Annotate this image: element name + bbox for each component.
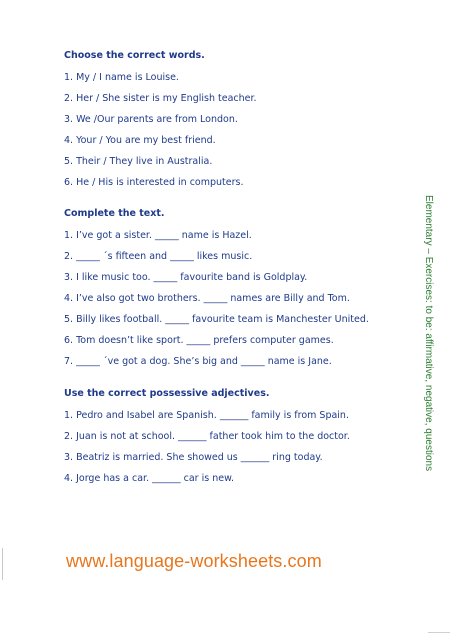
side-title: Elementary – Exercises: to be: affirmative, negative, questions [423,195,434,472]
section-heading: Choose the correct words. [64,50,205,61]
exercise-item: 4. Jorge has a car. ______ car is new. [64,473,234,484]
section-heading: Use the correct possessive adjectives. [64,388,270,399]
scan-corner-mark [428,632,450,633]
exercise-item: 5. Billy likes football. _____ favourite team is Manchester United. [64,314,369,325]
section-heading: Complete the text. [64,208,165,219]
exercise-item: 3. We /Our parents are from London. [64,114,238,125]
exercise-item: 1. I’ve got a sister. _____ name is Hazel. [64,230,252,241]
section-choose-words [64,50,404,189]
exercise-item: 5. Their / They live in Australia. [64,156,213,167]
section-possessive-adjectives [64,388,404,485]
scan-edge-mark [2,548,3,580]
worksheet-content [64,50,404,494]
exercise-item: 1. My / I name is Louise. [64,72,179,83]
exercise-item: 2. Her / She sister is my English teacher. [64,93,257,104]
exercise-item: 3. I like music too. _____ favourite band is Goldplay. [64,272,308,283]
exercise-item: 2. _____ ´s fifteen and _____ likes music. [64,251,253,262]
exercise-item: 2. Juan is not at school. ______ father took him to the doctor. [64,431,350,442]
exercise-item: 4. I’ve also got two brothers. _____ names are Billy and Tom. [64,293,350,304]
exercise-item: 6. He / His is interested in computers. [64,177,244,188]
exercise-item: 4. Your / You are my best friend. [64,135,216,146]
exercise-item: 3. Beatriz is married. She showed us ______ ring today. [64,452,323,463]
footer-url: www.language-worksheets.com [66,551,322,571]
exercise-item: 7. _____ ´ve got a dog. She’s big and _____ name is Jane. [64,356,332,367]
exercise-item: 1. Pedro and Isabel are Spanish. ______ family is from Spain. [64,410,349,421]
section-complete-text [64,208,404,368]
exercise-item: 6. Tom doesn’t like sport. _____ prefers computer games. [64,335,334,346]
